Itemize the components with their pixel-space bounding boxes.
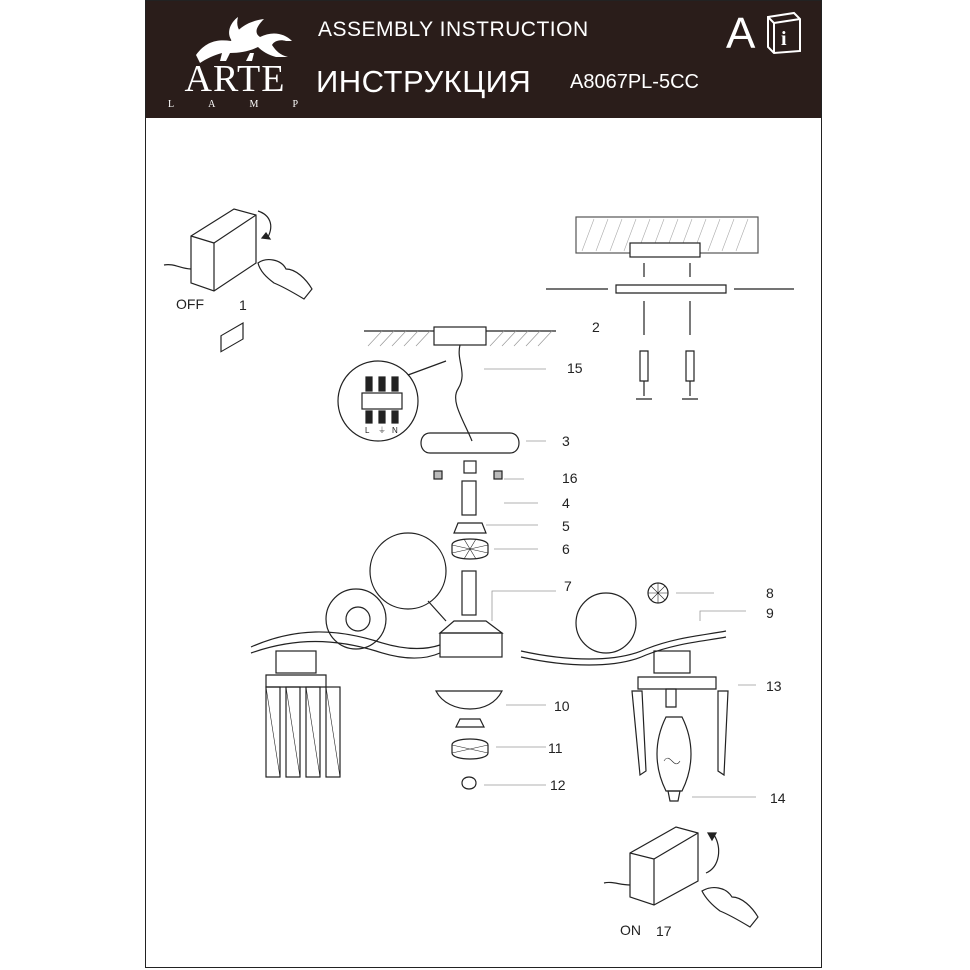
rod-part: [462, 481, 476, 515]
callout-11: 11: [548, 740, 563, 756]
bottom-cup-part: [436, 691, 502, 709]
finial-part: [462, 777, 476, 789]
right-arm-part: [521, 631, 726, 659]
step-number-17: 17: [656, 923, 672, 939]
collar-part: [454, 523, 486, 533]
svg-text:i: i: [781, 28, 787, 50]
brand-sub-letter: P: [292, 99, 298, 110]
callout-8: 8: [766, 585, 774, 601]
brand-name: ARTE: [184, 58, 286, 100]
assembly-category-letter: A: [726, 9, 756, 58]
callout-9: 9: [766, 605, 774, 621]
brand-subtitle: [168, 99, 298, 110]
callout-15: 15: [567, 360, 583, 376]
instruction-sheet: [145, 0, 822, 968]
callout-3: 3: [562, 433, 570, 449]
callout-14: 14: [770, 790, 786, 806]
callout-10: 10: [554, 698, 570, 714]
title-russian: ИНСТРУКЦИЯ: [316, 64, 532, 99]
callout-16: 16: [562, 470, 578, 486]
callout-12: 12: [550, 777, 566, 793]
crystal-prisms-part: [266, 687, 340, 777]
screw-cap-part: [494, 471, 502, 479]
hub-part: [440, 633, 502, 657]
ceiling-bracket-icon: [546, 217, 794, 399]
callout-4: 4: [562, 495, 570, 511]
model-number: A8067PL-5CC: [570, 71, 699, 93]
callout-5: 5: [562, 518, 570, 534]
callout-13: 13: [766, 678, 782, 694]
wall-switch-on-icon: [604, 827, 758, 927]
wall-switch-off-icon: [164, 209, 312, 352]
bulb-part: [657, 717, 691, 791]
wiring-label-l: L: [365, 426, 370, 435]
header-bar: [146, 1, 821, 118]
brand-sub-letter: A: [208, 99, 216, 110]
step-on-label: ON: [620, 922, 641, 938]
title-english: ASSEMBLY INSTRUCTION: [318, 18, 589, 41]
info-book-icon: [764, 11, 804, 55]
exploded-view-drawing: [146, 118, 823, 968]
callout-7: 7: [564, 578, 572, 594]
stem-part: [462, 571, 476, 615]
wiring-label-n: N: [392, 426, 398, 435]
callout-6: 6: [562, 541, 570, 557]
wiring-label-ground: ⏚: [378, 426, 386, 435]
screw-cap-part: [434, 471, 442, 479]
arm-wiring-detail-icon: [370, 533, 446, 609]
step-off-label: OFF: [176, 296, 204, 312]
brand-sub-letter: M: [249, 99, 259, 110]
left-arm-part: [251, 632, 440, 649]
step-number-2: 2: [592, 319, 600, 335]
brand-sub-letter: L: [168, 99, 175, 110]
nut-part: [464, 461, 476, 473]
step-number-1: 1: [239, 297, 247, 313]
